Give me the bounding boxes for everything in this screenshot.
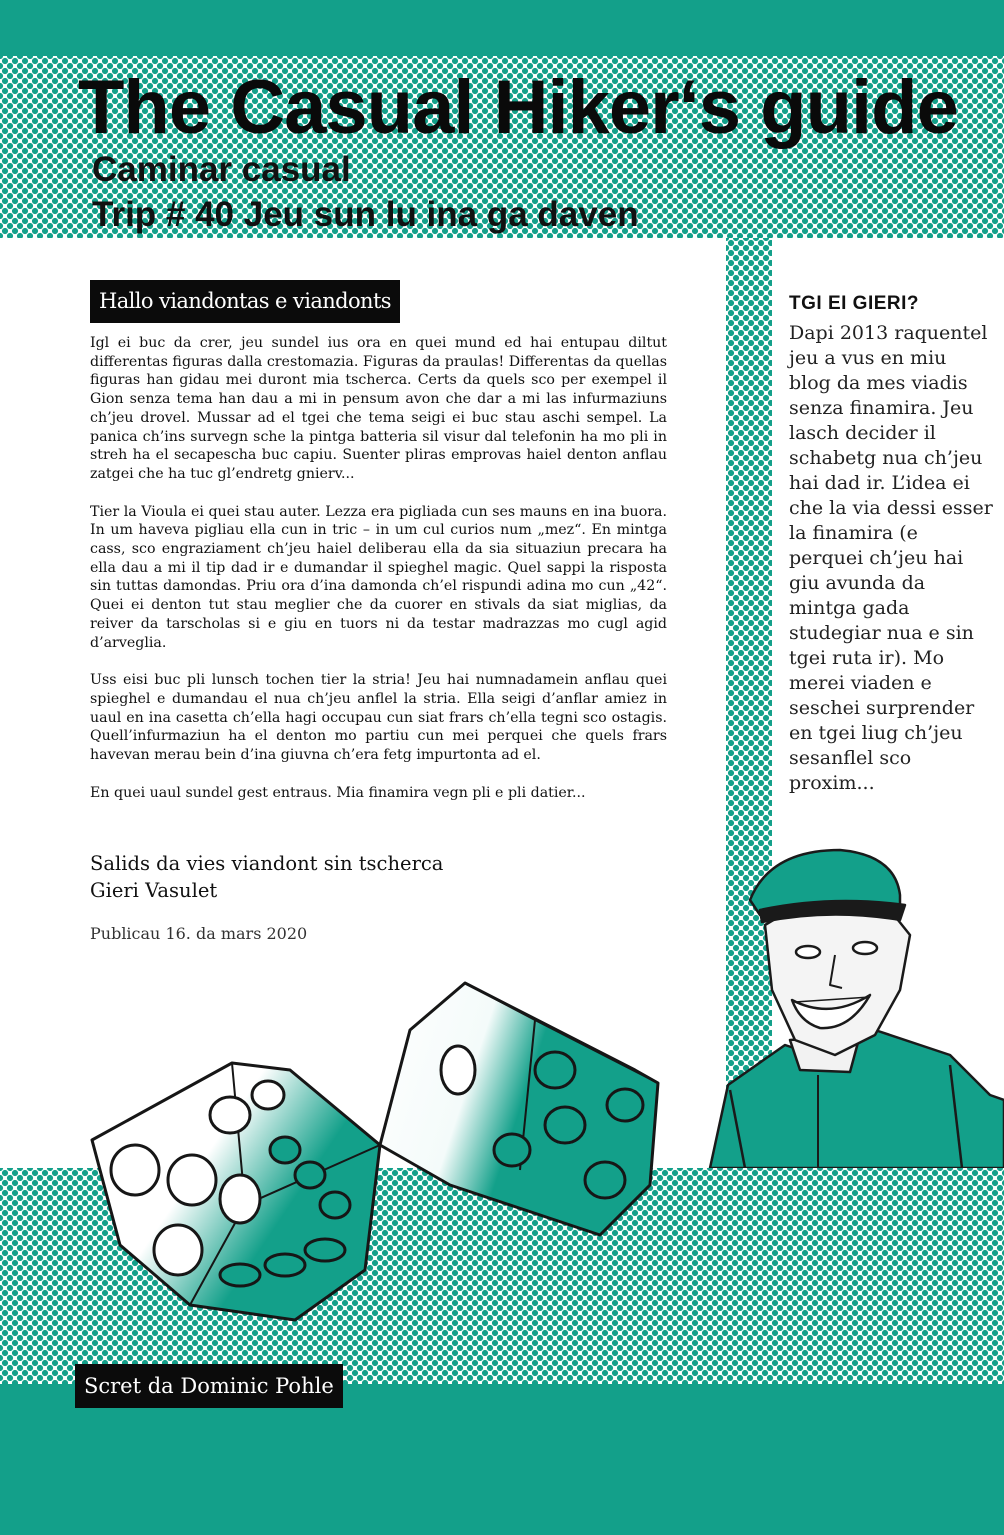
page-subtitle: Caminar casual <box>92 150 351 189</box>
die-right <box>380 983 658 1235</box>
portrait-illustration <box>700 840 1004 1168</box>
author-name: Gieri Vasulet <box>90 879 218 902</box>
article-paragraph: Igl ei buc da crer, jeu sundel ius ora en quei mund ed hai entupau diltut differentas figuras dalla crestomazia. Figuras da praulas! Differentas da quellas figuras han gidau mei duront mia tscherca. Certs da quels sco per exempel il Gion senza tema han dau a mi in pensum avon che dar a mi las infurmaziuns ch’jeu drovel. Mussar ad el tgei che tema seigi ei buc stau aschi sempel. La panica ch’ins survegn sche la pintga batteria sil visur dal telefonin ha mo pli in streh ha el secapescha buc capiu. Suenter pliras emprovas haiel denton anflau zatgei che ha tuc gl’endretg gnierv... <box>90 335 667 482</box>
trip-heading: Trip # 40 Jeu sun lu ina ga daven <box>92 195 639 234</box>
top-color-band <box>0 0 1004 56</box>
dice-illustration <box>80 975 680 1335</box>
article-paragraph: Tier la Vioula ei quei stau auter. Lezza era pigliada cun ses mauns en ina buora. In um haveva pigliau ella cun in tric – in um cul curios num „mez“. En mintga cass, sco engraziament ch’jeu haiel deliberau ella da sia situaziun precara ha ella dau a mi il tip dad ir e dumandar il spieghel magic. Quel sappi la risposta sin tuttas damondas. Priu ora d’ina damonda ch’el rispundi adina mo cun „42“. Quei ei denton tut stau meglier che da cuorer en stivals da siat miglias, da reiver da tarscholas si e giu en tuors ni da testar madrazzas mo cugl agid d’arveglia. <box>90 503 667 651</box>
publish-date: Publicau 16. da mars 2020 <box>90 924 308 943</box>
signoff <box>90 850 443 904</box>
die-left <box>92 1063 380 1320</box>
sidebar-text: Dapi 2013 raquentel jeu a vus en miu blog da mes viadis senza finamira. Jeu lasch decider il schabetg nua ch’jeu hai dad ir. L’idea ei che la via dessi esser la finamira (e perquei ch’jeu hai giu avunda da mintga gada studegiar nua e sin tgei ruta ir). Mo merei viaden e seschei surprender en tgei liug ch’jeu sesanflel sco proxim... <box>789 322 993 794</box>
sidebar-heading: TGI EI GIERI? <box>789 293 920 314</box>
article-body <box>90 334 667 821</box>
page-title: The Casual Hiker‘s guide <box>78 65 958 150</box>
author-credit: Scret da Dominic Pohle <box>75 1364 343 1408</box>
article-paragraph: Uss eisi buc pli lunsch tochen tier la stria! Jeu hai numnadamein anflau quei spieghel e dumandau el nua ch’jeu anflel la stria. Ella seigi d’anflar amiez in uaul en ina casetta ch’ella hagi occupau cun siat frars ch’ella tegni sco ostagis. Quell’infurmaziun ha el denton mo partiu cun mei perquei che quels frars havevan merau bein d’ina giuvna ch’era fetg impurtonta ad el. <box>90 672 667 764</box>
signoff-line: Salids da vies viandont sin tscherca <box>90 852 444 875</box>
article-paragraph: En quei uaul sundel gest entraus. Mia finamira vegn pli e pli datier... <box>90 784 586 801</box>
greeting-label: Hallo viandontas e viandonts <box>90 280 400 323</box>
